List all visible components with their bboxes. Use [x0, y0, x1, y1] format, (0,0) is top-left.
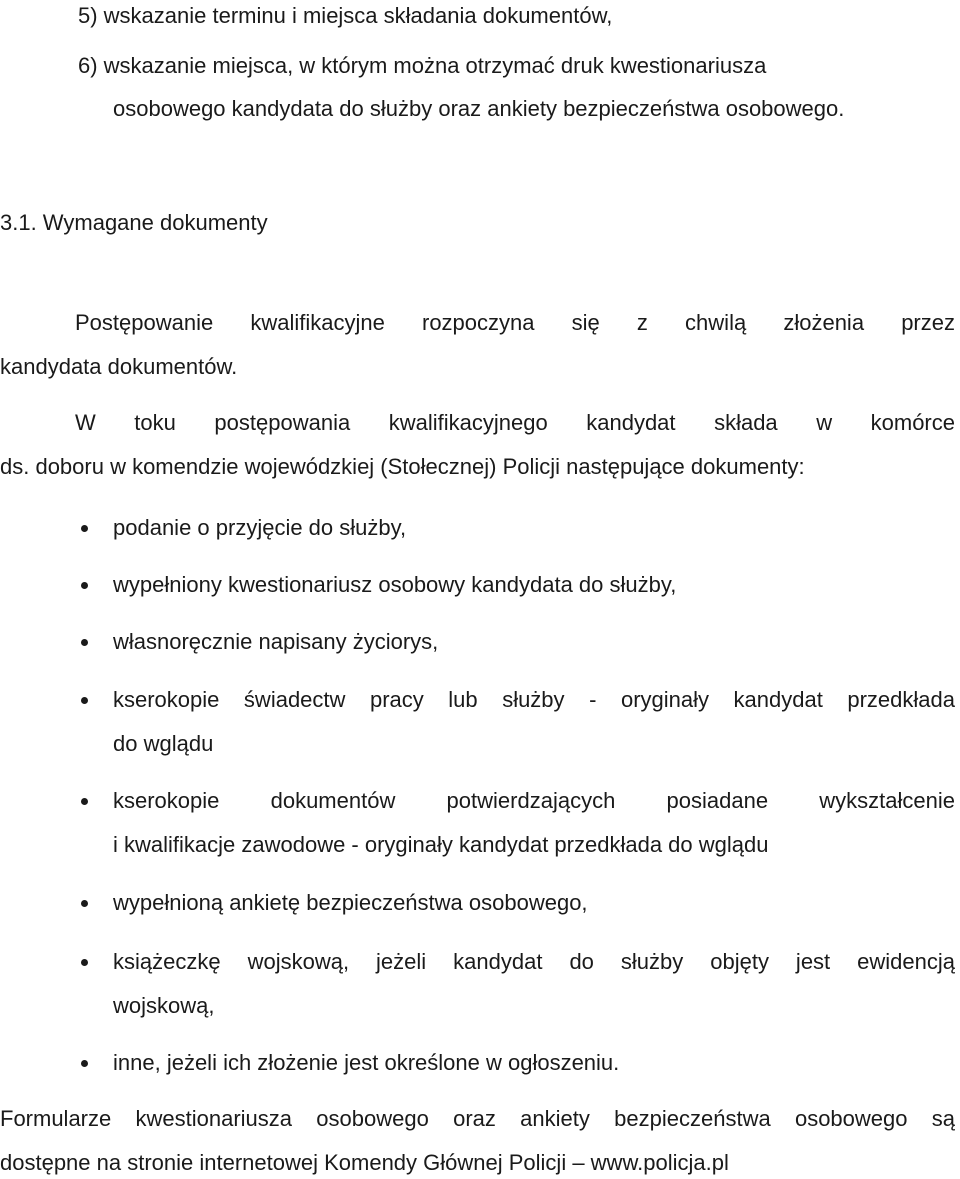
list-item-text: książeczkę wojskową, jeżeli kandydat do służby objęty jest ewidencją — [113, 949, 955, 974]
bullet-icon — [81, 697, 88, 704]
list-item-5: 5) wskazanie terminu i miejsca składania dokumentów, — [78, 3, 613, 28]
list-item-text: kserokopie dokumentów potwierdzających posiadane wykształcenie — [113, 788, 955, 813]
list-item-text-continuation: wojskową, — [113, 993, 215, 1018]
list-item-6-continuation: osobowego kandydata do służby oraz ankiety bezpieczeństwa osobowego. — [113, 96, 845, 121]
list-item-text: wypełnioną ankietę bezpieczeństwa osobowego, — [113, 890, 588, 915]
footer-line-2: dostępne na stronie internetowej Komendy Głównej Policji – www.policja.pl — [0, 1150, 729, 1175]
paragraph-2-line-1: W toku postępowania kwalifikacyjnego kandydat składa w komórce — [75, 410, 955, 435]
list-item-6: 6) wskazanie miejsca, w którym można otrzymać druk kwestionariusza — [78, 53, 767, 78]
footer-line-1: Formularze kwestionariusza osobowego oraz ankiety bezpieczeństwa osobowego są — [0, 1106, 955, 1131]
list-item-text-continuation: do wglądu — [113, 731, 214, 756]
bullet-icon — [81, 582, 88, 589]
bullet-icon — [81, 1060, 88, 1067]
bullet-icon — [81, 959, 88, 966]
list-item-text: wypełniony kwestionariusz osobowy kandydata do służby, — [113, 572, 677, 597]
bullet-icon — [81, 525, 88, 532]
paragraph-2-line-2: ds. doboru w komendzie wojewódzkiej (Stołecznej) Policji następujące dokumenty: — [0, 454, 805, 479]
paragraph-1-line-2: kandydata dokumentów. — [0, 354, 238, 379]
section-heading: 3.1. Wymagane dokumenty — [0, 210, 268, 235]
bullet-icon — [81, 639, 88, 646]
paragraph-1-line-1: Postępowanie kwalifikacyjne rozpoczyna się z chwilą złożenia przez — [75, 310, 955, 335]
bullet-icon — [81, 798, 88, 805]
list-item-text-continuation: i kwalifikacje zawodowe - oryginały kandydat przedkłada do wglądu — [113, 832, 769, 857]
list-item-text: inne, jeżeli ich złożenie jest określone w ogłoszeniu. — [113, 1050, 620, 1075]
bullet-icon — [81, 900, 88, 907]
list-item-text: własnoręcznie napisany życiorys, — [113, 629, 439, 654]
list-item-text: kserokopie świadectw pracy lub służby - oryginały kandydat przedkłada — [113, 687, 955, 712]
list-item-text: podanie o przyjęcie do służby, — [113, 515, 407, 540]
